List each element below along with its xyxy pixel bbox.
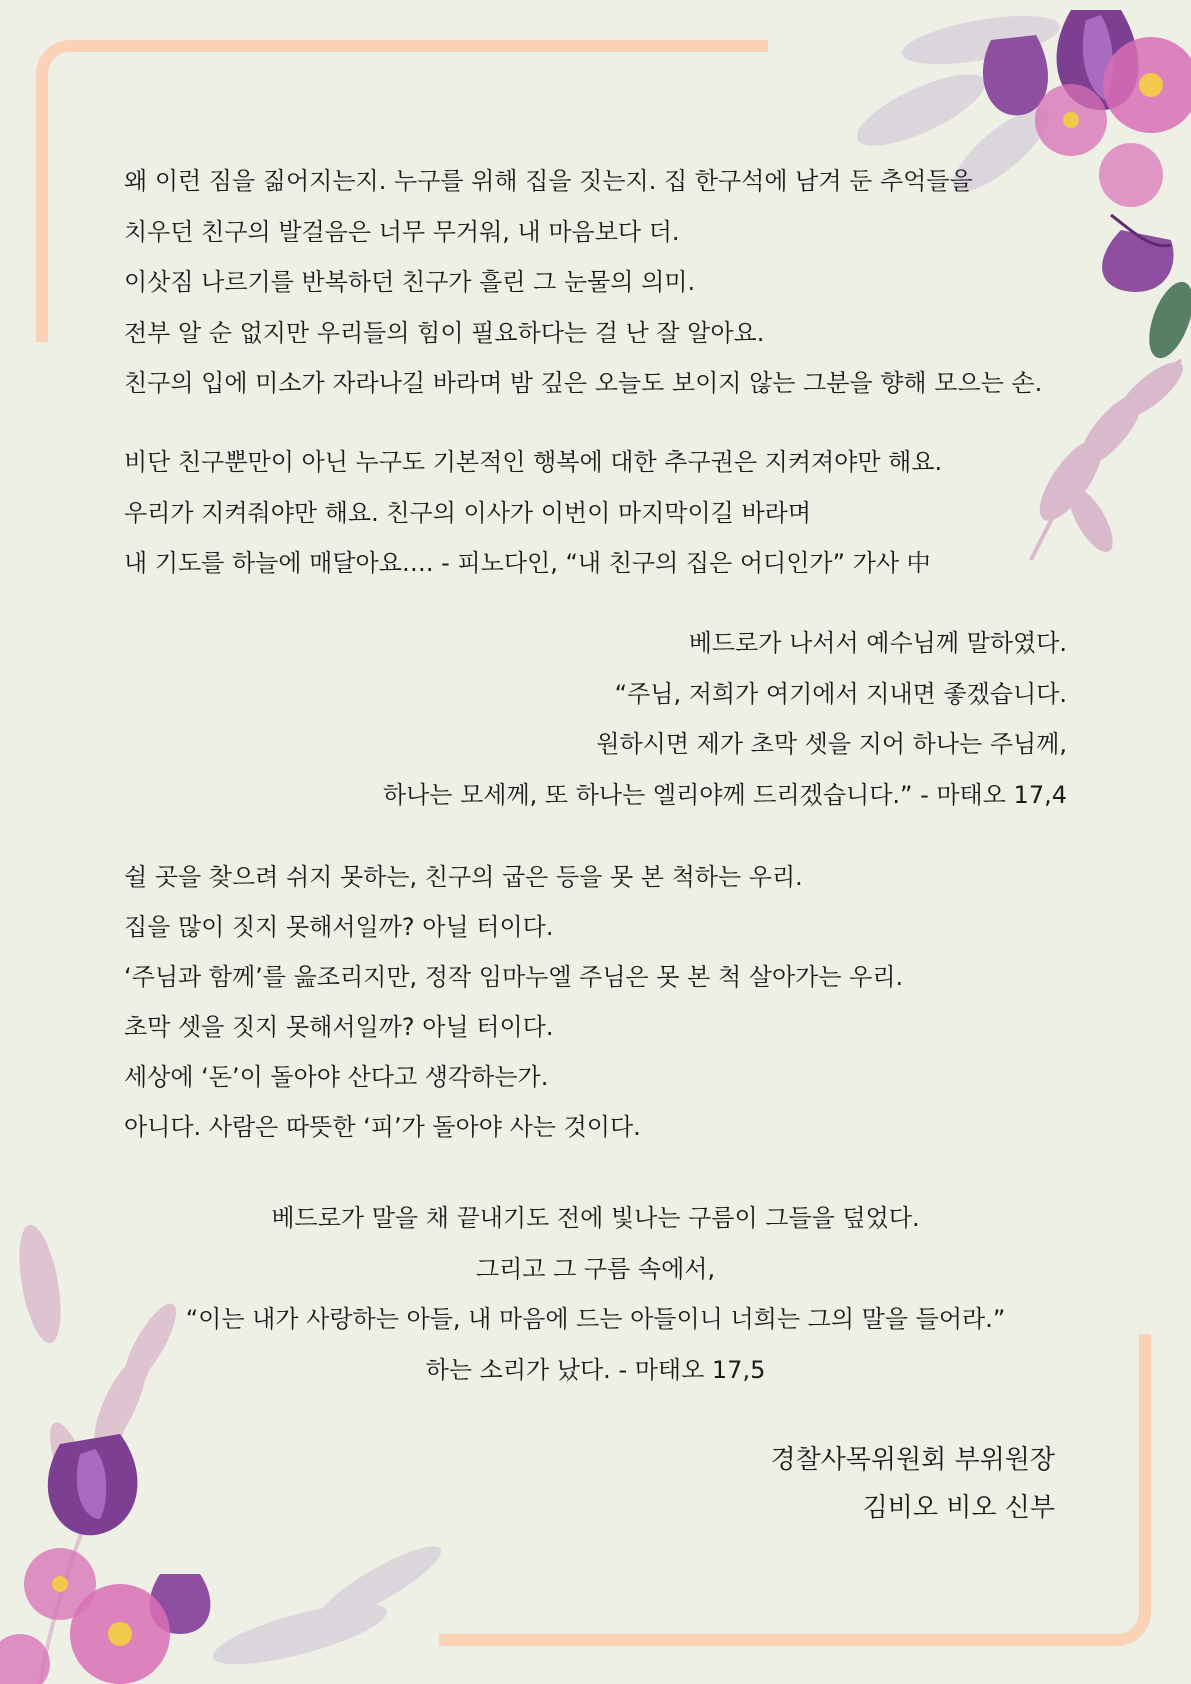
paragraph-line: 초막 셋을 짓지 못해서일까? 아닐 터이다. xyxy=(124,1013,554,1041)
paragraph-line: 치우던 친구의 발걸음은 너무 무거워, 내 마음보다 더. xyxy=(124,217,680,246)
quote-line: 베드로가 말을 채 끝내기도 전에 빛나는 구름이 그들을 덮었다. xyxy=(271,1204,920,1232)
paragraph-line: 집을 많이 짓지 못해서일까? 아닐 터이다. xyxy=(124,913,554,941)
paragraph-1 xyxy=(124,156,1042,409)
quote-line: “이는 내가 사랑하는 아들, 내 마음에 드는 아들이니 너희는 그의 말을 들어라.” xyxy=(185,1305,1006,1333)
paragraph-line: 내 기도를 하늘에 매달아요…. - 피노다인, “내 친구의 집은 어디인가” 가사 中 xyxy=(124,549,931,577)
quote-line: 베드로가 나서서 예수님께 말하였다. xyxy=(688,629,1067,657)
signature-title: 경찰사목위원회 부위원장 xyxy=(770,1445,1055,1475)
paragraph-line: 친구의 입에 미소가 자라나길 바라며 밤 깊은 오늘도 보이지 않는 그분을 향해 모으는 손. xyxy=(124,369,1043,397)
paragraph-line: 비단 친구뿐만이 아닌 누구도 기본적인 행복에 대한 추구권은 지켜져야만 해요. xyxy=(124,448,943,476)
paragraph-3 xyxy=(124,852,903,1152)
paragraph-line: ‘주님과 함께’를 읊조리지만, 정작 임마누엘 주님은 못 본 척 살아가는 우리. xyxy=(124,963,904,991)
quote-line: “주님, 저희가 여기에서 지내면 좋겠습니다. xyxy=(614,679,1067,708)
scripture-quote-2 xyxy=(0,1193,1191,1395)
paragraph-line: 왜 이런 짐을 짊어지는지. 누구를 위해 집을 짓는지. 집 한구석에 남겨 둔 추억들을 xyxy=(124,167,973,195)
paragraph-line: 우리가 지켜줘야만 해요. 친구의 이사가 이번이 마지막이길 바라며 xyxy=(124,498,811,527)
paragraph-2 xyxy=(124,437,942,589)
quote-line: 하나는 모세께, 또 하나는 엘리야께 드리겠습니다.” - 마태오 17,4 xyxy=(382,780,1067,809)
paragraph-line: 아니다. 사람은 따뜻한 ‘피’가 돌아야 사는 것이다. xyxy=(124,1113,641,1141)
scripture-quote-1 xyxy=(383,618,1067,820)
paragraph-line: 이삿짐 나르기를 반복하던 친구가 흘린 그 눈물의 의미. xyxy=(124,268,696,296)
paragraph-line: 세상에 ‘돈’이 돌아야 산다고 생각하는가. xyxy=(124,1063,549,1091)
quote-line: 원하시면 제가 초막 셋을 지어 하나는 주님께, xyxy=(596,730,1067,758)
signature xyxy=(770,1436,1055,1532)
quote-line: 그리고 그 구름 속에서, xyxy=(475,1254,716,1283)
paragraph-line: 전부 알 순 없지만 우리들의 힘이 필요하다는 걸 난 잘 알아요. xyxy=(124,318,765,347)
paragraph-line: 쉴 곳을 찾으려 쉬지 못하는, 친구의 굽은 등을 못 본 척하는 우리. xyxy=(124,863,803,891)
signature-name: 김비오 비오 신부 xyxy=(862,1493,1055,1523)
quote-line: 하는 소리가 났다. - 마태오 17,5 xyxy=(425,1355,766,1384)
